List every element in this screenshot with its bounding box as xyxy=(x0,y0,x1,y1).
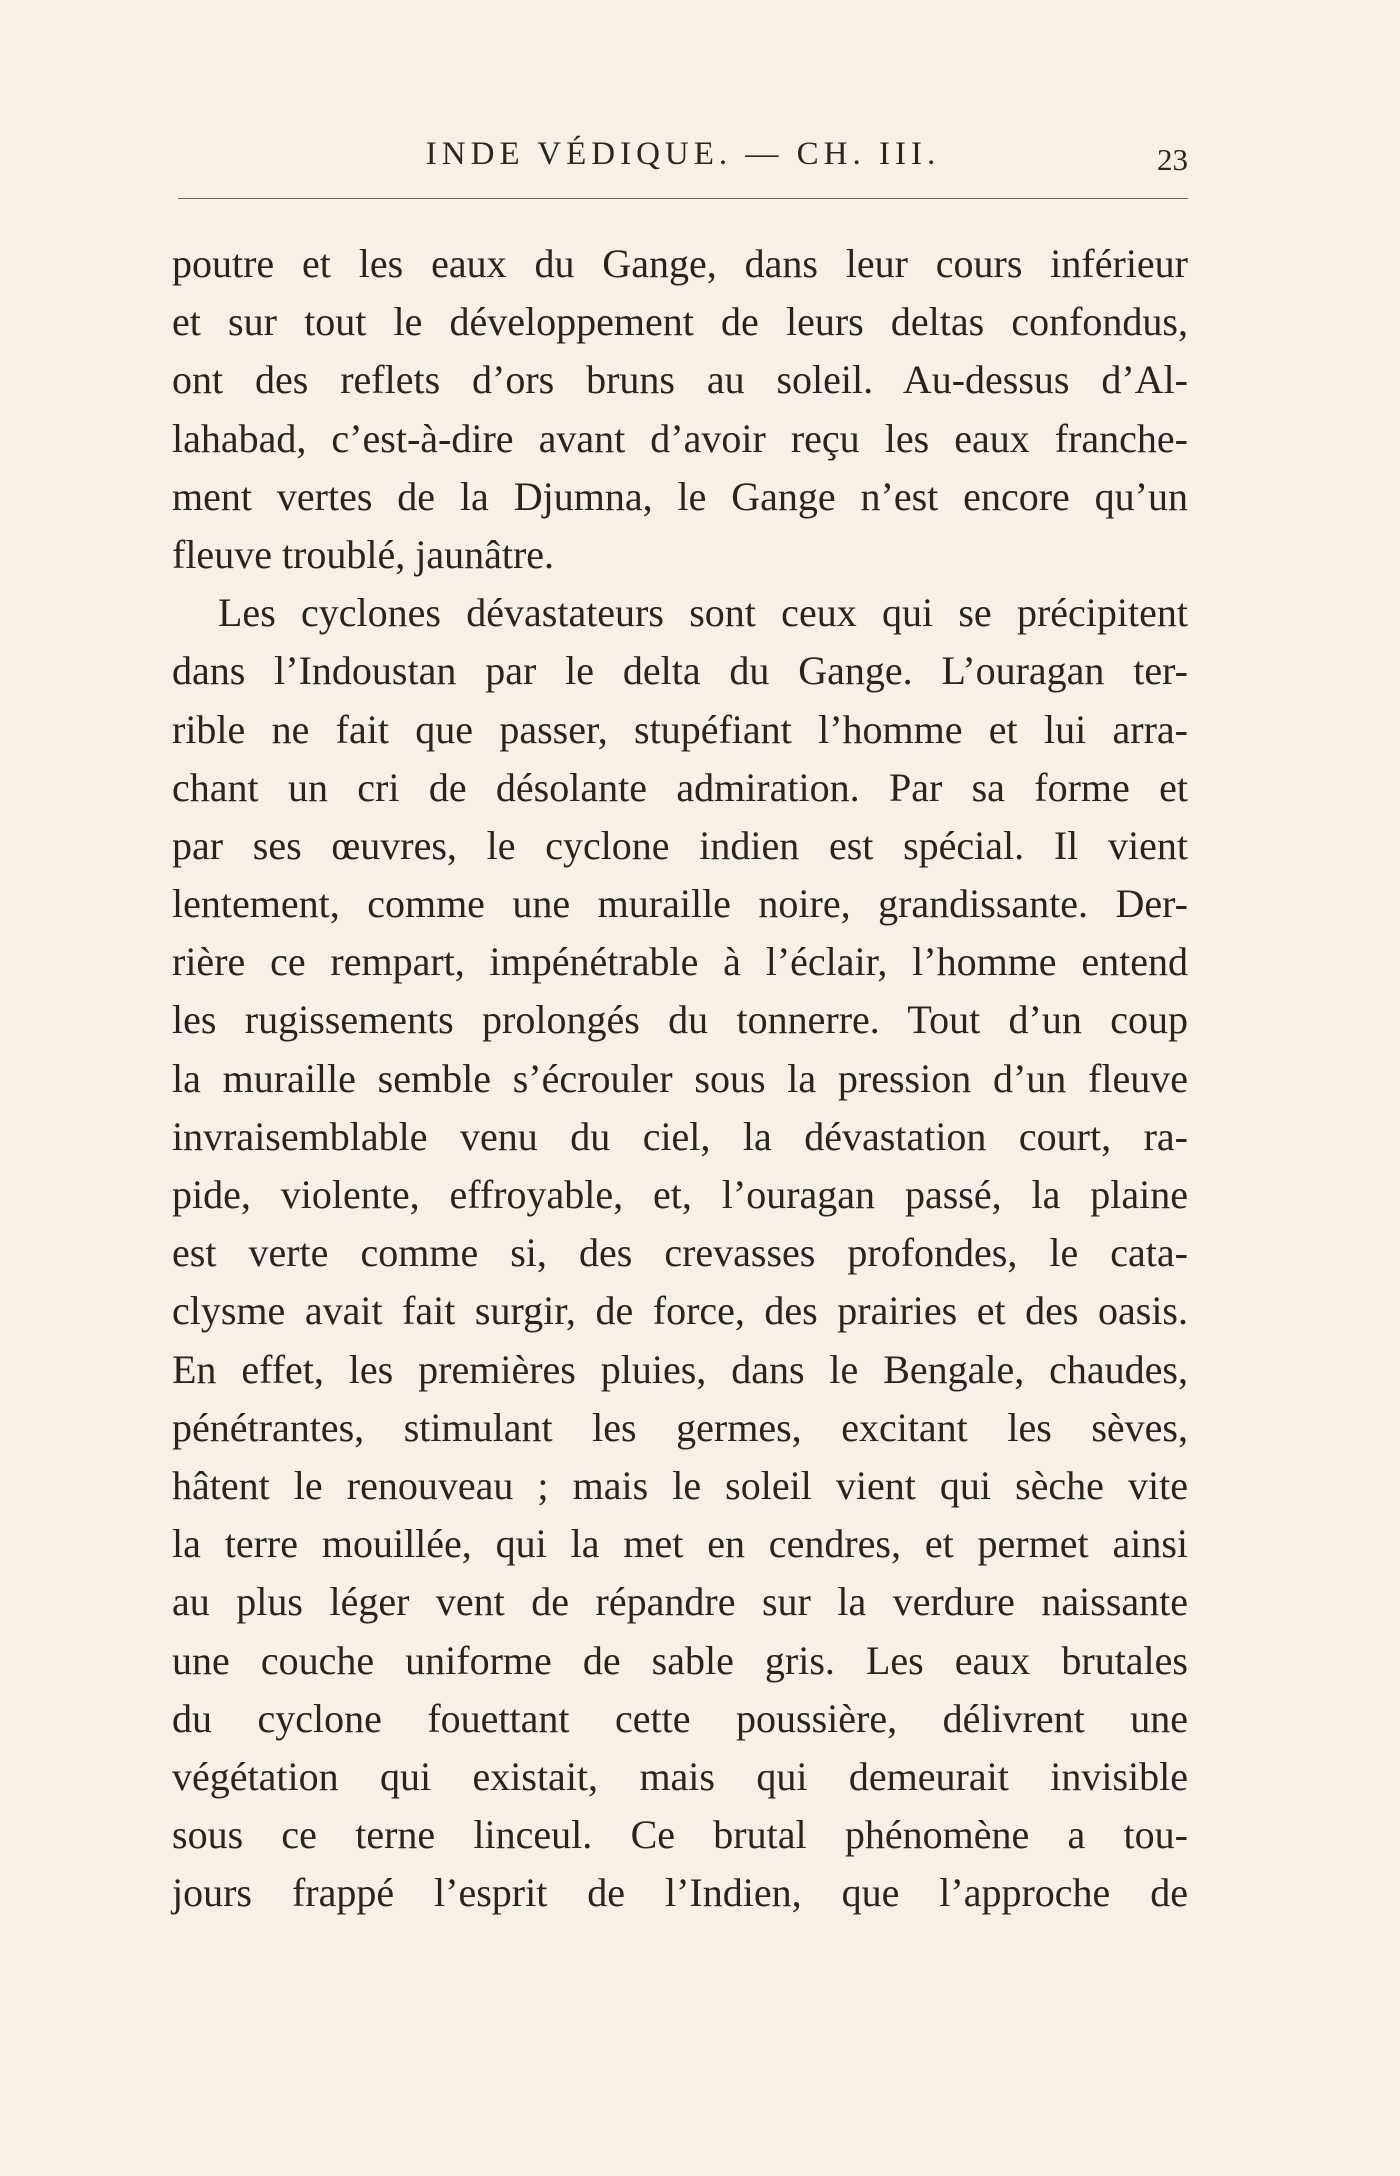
text-line: ment vertes de la Djumna, le Gange n’est encore qu’un xyxy=(172,473,1188,519)
header-rule xyxy=(178,198,1188,199)
text-line: chant un cri de désolante admiration. Par sa forme et xyxy=(172,764,1188,810)
text-line: végétation qui existait, mais qui demeurait invisible xyxy=(172,1753,1188,1799)
text-line: hâtent le renouveau ; mais le soleil vient qui sèche vite xyxy=(172,1462,1188,1508)
text-line: la terre mouillée, qui la met en cendres, et permet ainsi xyxy=(172,1521,1188,1567)
text-line: au plus léger vent de répandre sur la verdure naissante xyxy=(172,1579,1188,1625)
text-line: et sur tout le développement de leurs deltas confondus, xyxy=(172,299,1188,345)
text-line: lahabad, c’est-à-dire avant d’avoir reçu les eaux franche- xyxy=(172,415,1188,461)
text-line: ont des reflets d’ors bruns au soleil. Au-dessus d’Al- xyxy=(172,357,1188,403)
text-line: une couche uniforme de sable gris. Les eaux brutales xyxy=(172,1637,1188,1683)
text-line: la muraille semble s’écrouler sous la pression d’un fleuve xyxy=(172,1055,1188,1101)
text-line: rible ne fait que passer, stupéfiant l’homme et lui arra- xyxy=(172,706,1188,752)
running-title: INDE VÉDIQUE. — CH. III. xyxy=(425,136,941,172)
text-line: pide, violente, effroyable, et, l’ouragan passé, la plaine xyxy=(172,1172,1188,1217)
text-line: jours frappé l’esprit de l’Indien, que l’approche de xyxy=(172,1870,1188,1916)
text-line: pénétrantes, stimulant les germes, excitant les sèves, xyxy=(172,1404,1188,1450)
text-line: fleuve troublé, jaunâtre. xyxy=(172,531,555,577)
text-line: En effet, les premières pluies, dans le Bengale, chaudes, xyxy=(172,1346,1188,1392)
text-line: sous ce terne linceul. Ce brutal phénomène a tou- xyxy=(172,1812,1188,1858)
text-line: rière ce rempart, impénétrable à l’éclair, l’homme entend xyxy=(172,939,1188,985)
text-line: les rugissements prolongés du tonnerre. Tout d’un coup xyxy=(172,997,1188,1043)
text-line: dans l’Indoustan par le delta du Gange. L’ouragan ter- xyxy=(172,648,1188,694)
text-line: poutre et les eaux du Gange, dans leur cours inférieur xyxy=(172,241,1188,286)
text-line: par ses œuvres, le cyclone indien est spécial. Il vient xyxy=(172,822,1188,868)
text-line: lentement, comme une muraille noire, grandissante. Der- xyxy=(172,881,1188,927)
text-line: Les cyclones dévastateurs sont ceux qui se précipitent xyxy=(218,590,1188,636)
text-line: invraisemblable venu du ciel, la dévastation court, ra- xyxy=(172,1113,1188,1159)
text-line: du cyclone fouettant cette poussière, délivrent une xyxy=(172,1695,1188,1741)
text-line: est verte comme si, des crevasses profondes, le cata- xyxy=(172,1230,1188,1276)
page-number: 23 xyxy=(1157,142,1188,177)
text-line: clysme avait fait surgir, de force, des prairies et des oasis. xyxy=(172,1288,1188,1334)
body-text xyxy=(172,235,1188,1922)
running-head xyxy=(178,128,1188,178)
